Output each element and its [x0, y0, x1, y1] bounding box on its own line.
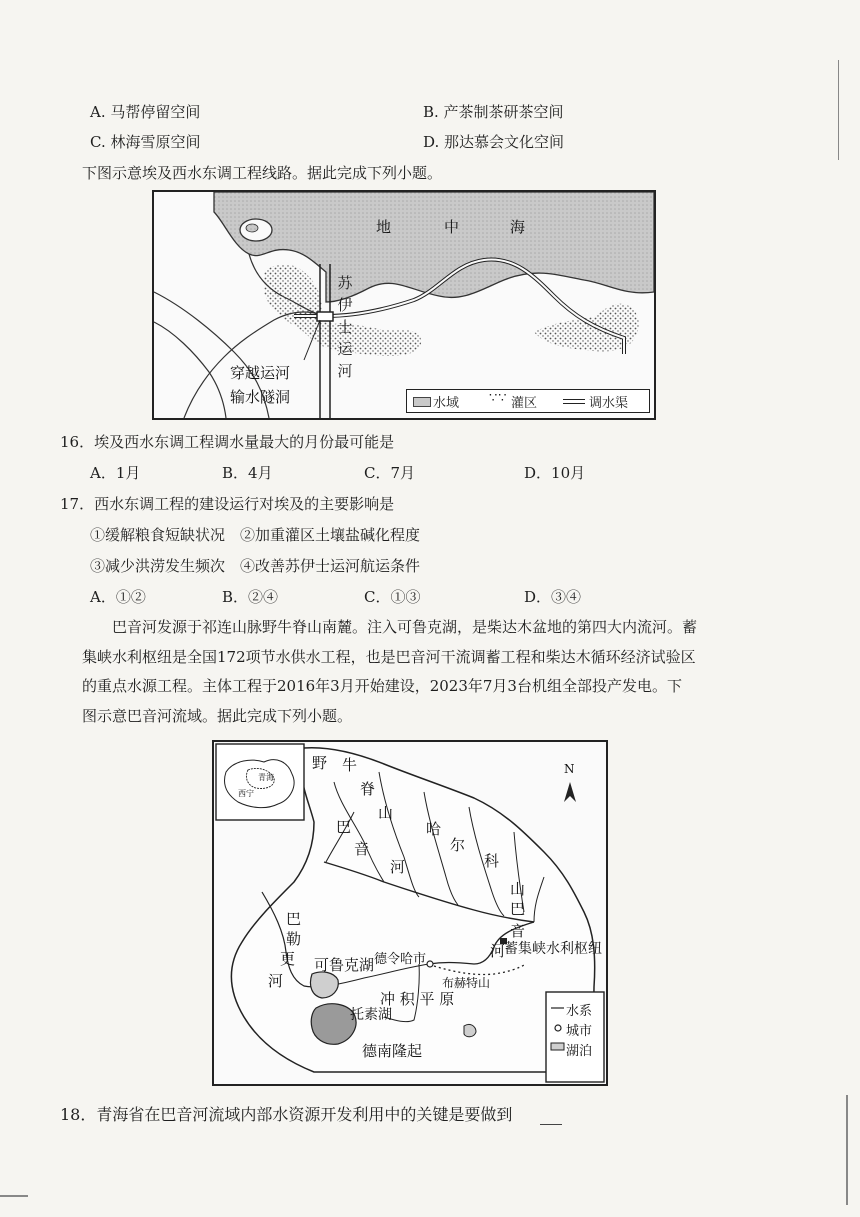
- legend-irrigation-label: 灌区: [511, 396, 538, 411]
- mountain-haerke-char-3: 科: [484, 852, 500, 870]
- passage-line-3: 的重点水源工程。主体工程于2016年3月开始建设，2023年7月3台机组全部投产发电。下: [82, 677, 682, 695]
- legend-irrigation-swatch: ∵∵: [489, 391, 508, 406]
- bayin-passage: [82, 613, 772, 731]
- legend-water-label: 水域: [433, 396, 460, 411]
- q16-option-d: D．10月: [524, 464, 586, 482]
- suez-char-5: 河: [337, 362, 353, 380]
- suez-char-1: 苏: [337, 274, 353, 292]
- q16-option-a: A．1月: [90, 464, 141, 482]
- legend-channel-swatch: [563, 399, 585, 404]
- suez-char-3: 士: [337, 318, 353, 336]
- q17-option-a: A．①②: [90, 588, 146, 606]
- q17-option-d: D．③④: [524, 588, 582, 606]
- denan-uplift-label: 德南隆起: [362, 1042, 423, 1060]
- legend-water-swatch: [413, 397, 431, 407]
- alluvial-plain-label: 冲 积 平 原: [380, 990, 455, 1008]
- q18-answer-blank: [540, 1124, 562, 1125]
- bayin-river-char-1: 巴: [336, 818, 352, 836]
- scan-corner-mark: [0, 1195, 28, 1197]
- q16-option-c: C．7月: [364, 464, 416, 482]
- suez-char-4: 运: [337, 340, 353, 358]
- mountain-yeniu-char-3: 脊: [360, 780, 376, 798]
- legend-city-label: 城市: [566, 1024, 593, 1039]
- bayin-east-char-3: 河: [490, 942, 506, 960]
- map1-intro: 下图示意埃及西水东调工程线路。据此完成下列小题。: [82, 164, 443, 182]
- q17-statements-2: ③减少洪涝发生频次 ④改善苏伊士运河航运条件: [90, 557, 421, 575]
- xujixia-dam-label: 蓄集峡水利枢纽: [504, 941, 602, 957]
- sea-label-char-2: 中: [444, 218, 460, 236]
- balegeng-char-4: 河: [268, 972, 284, 990]
- mountain-yeniu-char-2: 牛: [342, 756, 358, 774]
- mountain-haerke-char-1: 哈: [426, 820, 442, 838]
- legend-channel-label: 调水渠: [589, 396, 629, 411]
- legend-river-label: 水系: [566, 1004, 593, 1019]
- q15-option-b: B. 产茶制茶研茶空间: [423, 103, 564, 121]
- tunnel-label-line2: 输水隧洞: [230, 388, 291, 406]
- egypt-map-drawing: [154, 192, 654, 418]
- q17-option-b: B．②④: [222, 588, 279, 606]
- scan-edge-mark-top: [838, 60, 839, 160]
- delingha-city-label: 德令哈市: [374, 952, 427, 967]
- bayin-map-drawing: [214, 742, 606, 1084]
- passage-line-4: 图示意巴音河流域。据此完成下列小题。: [82, 706, 353, 725]
- bayin-east-char-1: 巴: [510, 900, 526, 918]
- passage-line-1: 巴音河发源于祁连山脉野牛脊山南麓。注入可鲁克湖，是柴达木盆地的第四大内流河。蓄: [112, 618, 698, 636]
- bayin-river-map: [212, 740, 608, 1086]
- keluke-lake-label: 可鲁克湖: [314, 956, 375, 974]
- q15-option-a: A. 马帮停留空间: [90, 103, 201, 121]
- sea-label-char-1: 地: [376, 218, 392, 236]
- sea-label-char-3: 海: [510, 218, 526, 236]
- q15-option-c: C. 林海雪原空间: [90, 133, 201, 151]
- egypt-map: [152, 190, 656, 420]
- bayin-river-char-3: 河: [390, 858, 406, 876]
- bayin-east-char-2: 音: [510, 922, 526, 940]
- mountain-haerke-char-2: 尔: [450, 836, 466, 854]
- balegeng-char-3: 更: [280, 950, 296, 968]
- delingha-city-marker: [427, 961, 433, 967]
- buhete-mountain-label: 布赫特山: [442, 976, 491, 990]
- q16-stem: 16．埃及西水东调工程调水量最大的月份最可能是: [60, 433, 395, 451]
- q17-statements-1: ①缓解粮食短缺状况 ②加重灌区土壤盐碱化程度: [90, 526, 421, 544]
- bayin-river-char-2: 音: [354, 840, 370, 858]
- north-arrow-label: N: [564, 762, 575, 776]
- q17-option-c: C．①③: [364, 588, 421, 606]
- legend-lake-label: 湖泊: [566, 1044, 593, 1059]
- passage-line-2: 集峡水利枢纽是全国172项节水供水工程，也是巴音河干流调蓄工程和柴达木循环经济试验区: [82, 647, 696, 666]
- q16-option-b: B．4月: [222, 464, 273, 482]
- balegeng-char-2: 勒: [286, 930, 302, 948]
- balegeng-char-1: 巴: [286, 910, 302, 928]
- inset-label-xining: 西宁: [238, 789, 254, 798]
- tunnel-label-line1: 穿越运河: [230, 364, 291, 382]
- mountain-haerke-char-4: 山: [510, 880, 526, 898]
- inset-label-qinghai: 青海: [258, 773, 274, 782]
- scan-edge-mark-bottom: [846, 1095, 848, 1205]
- suez-canal-label: [335, 272, 355, 382]
- q18-stem: 18．青海省在巴音河流域内部水资源开发利用中的关键是要做到: [60, 1105, 513, 1124]
- mountain-yeniu-char-1: 野: [312, 754, 328, 772]
- suez-char-2: 伊: [337, 296, 353, 314]
- q17-stem: 17．西水东调工程的建设运行对埃及的主要影响是: [60, 495, 395, 513]
- tuosu-lake-label: 托素湖: [350, 1007, 392, 1023]
- q15-option-d: D. 那达慕会文化空间: [423, 133, 565, 151]
- egypt-map-legend: [406, 389, 650, 413]
- mountain-yeniu-char-4: 山: [378, 804, 394, 822]
